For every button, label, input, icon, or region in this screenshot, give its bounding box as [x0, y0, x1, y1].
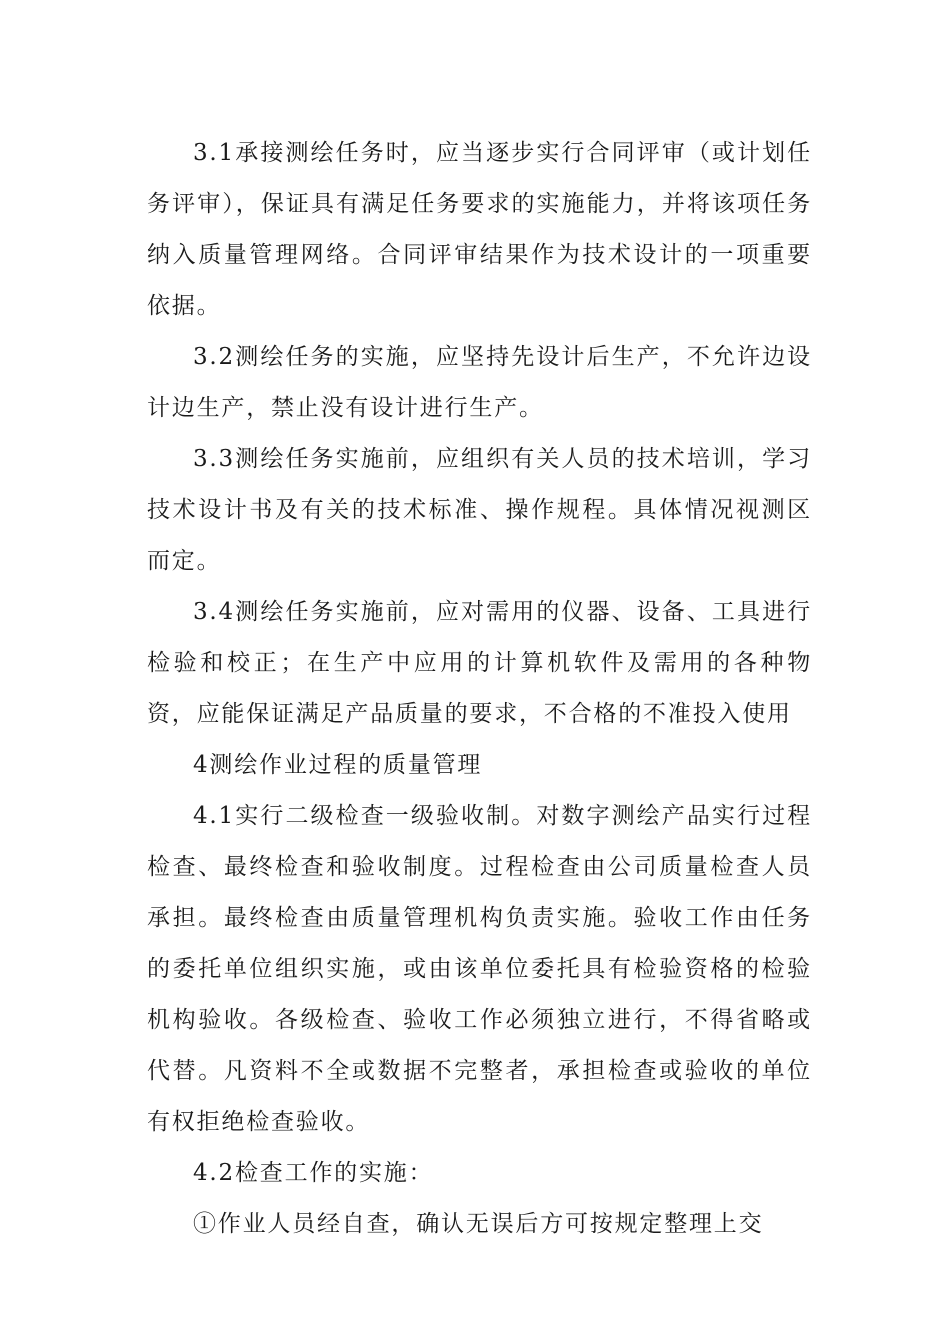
paragraph-3-1: 3.1承接测绘任务时，应当逐步实行合同评审（或计划任务评审），保证具有满足任务要求的实施能力，并将该项任务纳入质量管理网络。合同评审结果作为技术设计的一项重要依据。: [147, 140, 812, 319]
paragraph-3-2: 3.2测绘任务的实施，应坚持先设计后生产，不允许边设计边生产，禁止没有设计进行生产。: [147, 344, 812, 421]
document-body: [147, 128, 812, 1250]
paragraph-3-4: 3.4测绘任务实施前，应对需用的仪器、设备、工具进行检验和校正；在生产中应用的计算机软件及需用的各种物资，应能保证满足产品质量的要求，不合格的不准投入使用: [147, 599, 812, 727]
paragraph-4-1: 4.1实行二级检查一级验收制。对数字测绘产品实行过程检查、最终检查和验收制度。过程检查由公司质量检查人员承担。最终检查由质量管理机构负责实施。验收工作由任务的委托单位组织实施，或由该单位委托具有检验资格的检验机构验收。各级检查、验收工作必须独立进行，不得省略或代替。凡资料不全或数据不完整者，承担检查或验收的单位有权拒绝检查验收。: [147, 803, 812, 1135]
paragraph-4-2: 4.2检查工作的实施：: [193, 1160, 434, 1186]
section-heading-4: 4测绘作业过程的质量管理: [193, 752, 483, 778]
paragraph-3-3: 3.3测绘任务实施前，应组织有关人员的技术培训，学习技术设计书及有关的技术标准、操作规程。具体情况视测区而定。: [147, 446, 812, 574]
list-item-1: ①作业人员经自查，确认无误后方可按规定整理上交: [193, 1211, 764, 1237]
